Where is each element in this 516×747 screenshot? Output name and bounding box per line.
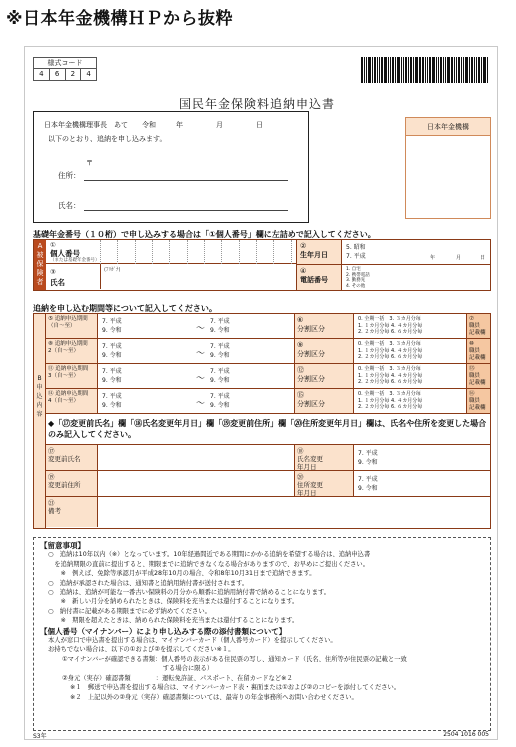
birthdate-label: 生年月日 <box>300 251 328 259</box>
change-left-label: ⑲ 変更前住所 <box>46 471 98 496</box>
field-number: ⑭ <box>48 391 54 397</box>
section-b-application <box>33 313 491 529</box>
personal-number-label: 個人番号 <box>50 249 80 258</box>
period-from-input[interactable] <box>102 392 122 410</box>
barcode-bar <box>471 57 473 83</box>
period-tilde: 〜 <box>196 399 206 409</box>
barcode-bar <box>461 57 462 83</box>
note-line: ※２ 上記以外の②身元（実存）確認書類については、最寄りの年金事務所へお問い合わせください。 <box>70 693 358 701</box>
note-line: ①マイナンバーが確認できる書類：個人番号の表示がある住民票の写し、通知カード（氏名、住所等が住民票の記載と一致 <box>62 655 407 663</box>
personal-number-sub-label: （または基礎年金番号） <box>50 258 100 263</box>
era-option: 7. 平成 <box>102 318 122 325</box>
application-form <box>24 46 498 740</box>
form-code-digit: 2 <box>66 69 82 80</box>
field-number: ⑥ <box>297 316 304 324</box>
phone-input[interactable] <box>342 265 490 290</box>
split-option: 2. ２カ月分毎 6. ６カ月分毎 <box>358 354 423 360</box>
period-label <box>46 364 98 388</box>
staff-entry-label: 職員 記載欄 <box>469 398 486 411</box>
barcode-bar <box>451 57 453 83</box>
barcode-bar <box>432 57 435 83</box>
period-tilde: 〜 <box>196 324 206 334</box>
barcode-bar <box>410 57 412 83</box>
barcode-bar <box>422 57 424 83</box>
split-option: 2. ２カ月分毎 6. ６カ月分毎 <box>358 379 423 385</box>
barcode-bar <box>384 57 387 83</box>
field-number: ⑮ <box>297 391 304 399</box>
period-row <box>46 389 490 414</box>
period-label <box>46 339 98 363</box>
field-number: ① <box>50 241 56 249</box>
field-number: ⑤ <box>48 316 53 322</box>
birthdate-label-cell <box>297 240 341 265</box>
section-a-middle-labels <box>296 240 342 290</box>
split-label-cell <box>294 389 354 413</box>
era-option: 5. 昭和 <box>346 244 366 251</box>
page-title: ※日本年金機構ＨＰから抜粋 <box>6 9 234 29</box>
footer-left-code: S3年 <box>33 733 47 740</box>
era-option: 7. 平成 <box>102 393 122 400</box>
form-code-label: 様式コード <box>34 58 96 69</box>
change-row <box>46 470 490 496</box>
period-label-text: 追納申込期間 3（自〜至） <box>48 366 89 379</box>
barcode-bar <box>458 57 460 83</box>
barcode-bar <box>381 57 383 83</box>
split-option: 2. ２カ月分毎 6. ６カ月分毎 <box>358 329 423 335</box>
barcode-bar <box>443 57 444 83</box>
phone-type-option: 3. 勤務先 <box>346 278 366 283</box>
split-option: 0. 全期一括 3. ３カ月分毎 <box>358 316 421 322</box>
split-option: 1. １カ月分毎 4. ４カ月分毎 <box>358 322 423 329</box>
date-day-label: 日 <box>256 121 263 129</box>
period-from-input[interactable] <box>102 317 122 335</box>
period-row <box>46 314 490 339</box>
era-option: 9. 令和 <box>358 459 378 466</box>
barcode-bar <box>478 57 480 83</box>
barcode-bar <box>483 57 486 83</box>
barcode-bar <box>395 57 396 83</box>
field-number: ⑯ <box>469 391 475 397</box>
change-right-label: ⑱ 氏名変更 年月日 <box>294 445 354 470</box>
split-label: 分割区分 <box>297 350 325 358</box>
era-option: 7. 平成 <box>102 343 122 350</box>
barcode-bar <box>438 57 439 83</box>
barcode-bar <box>456 57 457 83</box>
remarks-label: ㉑ 備考 <box>46 497 98 527</box>
note-line: ○ 追納は、追納が可能な一番古い保険料の月分から順番に追納用納付書で納めることになります。 <box>48 589 331 597</box>
era-option: 9. 令和 <box>102 352 122 359</box>
note-line: ②身元（実存）確認書類 ：運転免許証、パスポート、在留カードなど※２ <box>62 674 293 682</box>
period-tilde: 〜 <box>196 374 206 384</box>
era-option: 7. 平成 <box>358 476 378 483</box>
note-line: する場合に限る） <box>62 665 214 673</box>
form-code-digit: 4 <box>86 70 91 78</box>
split-options[interactable] <box>358 391 422 411</box>
phone-type-option: 2. 携帯電話 <box>346 272 370 278</box>
field-number: ⑦ <box>469 316 474 322</box>
era-option: 7. 平成 <box>346 253 366 260</box>
split-label: 分割区分 <box>297 375 325 383</box>
barcode-bar <box>427 57 428 83</box>
period-label <box>46 389 98 413</box>
split-option: 1. １カ月分毎 4. ４カ月分毎 <box>358 397 423 404</box>
barcode-bar <box>392 57 394 83</box>
name-field[interactable] <box>84 210 288 211</box>
change-notice: ◆「⑰変更前氏名」欄「⑱氏名変更年月日」欄「⑲変更前住所」欄「⑳住所変更年月日」欄は、氏名や住所を変更した場合のみ記入してください。 <box>48 419 487 439</box>
barcode-bar <box>425 57 426 83</box>
barcode-bar <box>413 57 414 83</box>
address-field[interactable] <box>84 180 288 181</box>
era-option: 9. 令和 <box>210 402 230 409</box>
name-label: 氏名： <box>58 201 81 210</box>
era-option: 7. 平成 <box>210 318 230 325</box>
note-line: ○ 追納が承認された場合は、通知書と追納用納付書が送付されます。 <box>48 579 249 587</box>
insured-name-input[interactable] <box>100 264 308 289</box>
insured-name-label: 氏名 <box>50 278 65 287</box>
era-option: 9. 令和 <box>210 327 230 334</box>
remarks-input[interactable] <box>98 497 490 527</box>
recipient-label: 日本年金機構理事長 あて <box>44 121 128 129</box>
day-unit: 日 <box>480 255 486 261</box>
form-code-box <box>33 57 97 81</box>
period-row <box>46 339 490 364</box>
period-to-input[interactable] <box>210 367 230 385</box>
staff-entry-cell <box>466 389 490 413</box>
split-options[interactable] <box>358 341 422 361</box>
form-title: 国民年金保険料追納申込書 <box>179 97 336 111</box>
split-label: 分割区分 <box>297 400 325 408</box>
change-date-input[interactable] <box>358 449 378 467</box>
barcode-bar <box>405 57 407 83</box>
name-row <box>46 264 296 289</box>
zip-mark: 〒 <box>86 159 93 167</box>
staff-entry-cell <box>466 339 490 363</box>
birthdate-input[interactable] <box>342 240 490 265</box>
split-option: 0. 全期一括 3. ３カ月分毎 <box>358 366 421 372</box>
note-line: ※ 新しい月分を納められたときは、保険料を充当または還付することになります。 <box>48 598 299 606</box>
change-left-label: ⑰ 変更前氏名 <box>46 445 98 470</box>
era-option: 9. 令和 <box>102 377 122 384</box>
barcode-bar <box>366 57 367 83</box>
period-label <box>46 314 98 338</box>
split-options[interactable] <box>358 366 422 386</box>
period-label-text: 追納申込期間 （自〜至） <box>48 316 88 329</box>
form-code-digit: 4 <box>34 69 50 80</box>
barcode-bar <box>476 57 477 83</box>
field-number: ③ <box>50 268 56 276</box>
staff-entry-cell <box>466 364 490 388</box>
field-number: ② <box>300 242 307 250</box>
barcode-bar <box>372 57 373 83</box>
note-line: 本人が窓口で申込書を提出する場合は、マイナンバーカード（個人番号カード）を提示してください。 <box>48 637 337 645</box>
date-year-label: 年 <box>176 121 183 129</box>
office-stamp-box <box>405 117 491 219</box>
period-tilde: 〜 <box>196 349 206 359</box>
field-number: ⑬ <box>469 366 475 372</box>
field-number: ⑫ <box>297 366 304 374</box>
note-line: ○ 納付書に記載がある期限までに必ず納めてください。 <box>48 607 211 615</box>
date-era-label: 令和 <box>142 121 156 129</box>
period-row <box>46 364 490 389</box>
field-number: ⑪ <box>48 366 54 372</box>
staff-entry-label: 職員 記載欄 <box>469 373 486 386</box>
month-unit: 月 <box>456 255 462 261</box>
field-number: ⑧ <box>48 341 53 347</box>
change-row <box>46 444 490 470</box>
phone-label-cell <box>297 265 341 290</box>
barcode-bar <box>429 57 431 83</box>
note-line: ○ 追納は10年以内（※）となっています。10年経過間近である期間にかかる追納を希望する場合は、追納申込書 <box>48 551 371 559</box>
applicant-address-box <box>33 111 309 223</box>
barcode-bar <box>415 57 418 83</box>
intro-text: 以下のとおり、追納を申し込みます。 <box>48 135 167 143</box>
barcode-bar <box>436 57 437 83</box>
period-label-text: 追納申込期間 4（自〜至） <box>48 391 89 404</box>
barcode-bar <box>361 57 363 83</box>
era-option: 7. 平成 <box>358 450 378 457</box>
split-option: 1. １カ月分毎 4. ４カ月分毎 <box>358 347 423 354</box>
period-from-input[interactable] <box>102 367 122 385</box>
note-line: ※ 例えば、免除等承認月が平成28年10月の場合、令和8年10月31日まで追納できます。 <box>48 570 316 578</box>
barcode-bar <box>481 57 482 83</box>
staff-entry-label: 職員 記載欄 <box>469 323 486 336</box>
split-label: 分割区分 <box>297 325 325 333</box>
era-option: 7. 平成 <box>210 368 230 375</box>
period-to-input[interactable] <box>210 317 230 335</box>
split-label-cell <box>294 339 354 363</box>
era-option: 7. 平成 <box>210 393 230 400</box>
note-line: ※ 期限を超えたときは、納められた保険料を充当または還付することになります。 <box>48 617 299 625</box>
form-code-digit: 6 <box>50 69 66 80</box>
split-options[interactable] <box>358 316 422 336</box>
barcode-bar <box>440 57 442 83</box>
split-option: 0. 全期一括 3. ３カ月分毎 <box>358 391 421 397</box>
barcode-bar <box>420 57 421 83</box>
instruction-period: 追納を申し込む期間等について記入してください。 <box>33 304 217 313</box>
barcode-bar <box>463 57 464 83</box>
note-line: お持ちでない場合は、以下の①および②を提示してください※１。 <box>48 646 235 654</box>
barcode-bar <box>474 57 475 83</box>
barcode-bar <box>465 57 468 83</box>
personal-number-input[interactable] <box>100 240 308 264</box>
barcode-image <box>361 57 489 83</box>
field-number: ⑨ <box>297 341 304 349</box>
barcode-bar <box>388 57 389 83</box>
furigana-label: (ﾌﾘｶﾞﾅ) <box>104 267 121 273</box>
field-number: ⑩ <box>469 341 474 347</box>
barcode-bar <box>454 57 455 83</box>
change-right-label: ⑳ 住所変更 年月日 <box>294 471 354 496</box>
split-label-cell <box>294 314 354 338</box>
barcode-bar <box>487 57 488 83</box>
change-left-input[interactable] <box>98 471 294 496</box>
barcode-bar <box>445 57 446 83</box>
era-option: 9. 令和 <box>102 402 122 409</box>
note-line: を追納期限の直前に提出すると、期限までに追納できなくなる場合がありますので、お早めにご提出ください。 <box>48 560 370 568</box>
barcode-bar <box>368 57 371 83</box>
barcode-bar <box>374 57 376 83</box>
barcode-bar <box>377 57 378 83</box>
split-option: 1. １カ月分毎 4. ４カ月分毎 <box>358 372 423 379</box>
note-line: ※１ 郵送で申込書を提出する場合は、マイナンバーカード表・裏面または①および②のコピーを添付してください。 <box>70 684 401 692</box>
remarks-row <box>46 496 490 527</box>
phone-type-option: 4. その他 <box>346 283 366 289</box>
form-code-digits <box>34 69 96 80</box>
staff-entry-cell <box>466 314 490 338</box>
era-option: 7. 平成 <box>210 343 230 350</box>
barcode-bar <box>390 57 391 83</box>
section-a-insured <box>33 239 491 291</box>
period-to-input[interactable] <box>210 342 230 360</box>
barcode-bar <box>364 57 365 83</box>
era-option: 7. 平成 <box>102 368 122 375</box>
date-month-label: 月 <box>216 121 223 129</box>
era-option: 9. 令和 <box>102 327 122 334</box>
office-box-title: 日本年金機構 <box>406 118 490 136</box>
section-a-side-label: A 被保険者 <box>34 240 46 290</box>
barcode-bar <box>469 57 470 83</box>
period-label-text: 追納申込期間 2（自〜至） <box>48 341 88 354</box>
era-option: 9. 令和 <box>210 377 230 384</box>
period-from-input[interactable] <box>102 342 122 360</box>
barcode-bar <box>379 57 380 83</box>
address-label: 住所： <box>58 171 81 180</box>
barcode-bar <box>397 57 400 83</box>
staff-entry-label: 職員 記載欄 <box>469 348 486 361</box>
barcode-bar <box>408 57 409 83</box>
change-date-input[interactable] <box>358 475 378 493</box>
notes-section <box>33 537 491 731</box>
notes-heading: 【留意事項】 <box>40 541 85 550</box>
period-to-input[interactable] <box>210 392 230 410</box>
personal-number-row <box>46 240 296 264</box>
era-option: 9. 令和 <box>210 352 230 359</box>
phone-type-option: 1. 自宅 <box>346 267 361 272</box>
split-option: 0. 全期一括 3. ３カ月分毎 <box>358 341 421 347</box>
year-unit: 年 <box>430 255 436 261</box>
footer-right-code: 2504 1016 005 <box>443 731 489 738</box>
era-option: 9. 令和 <box>358 485 378 492</box>
notes-heading-mynumber: 【個人番号（マイナンバー）により申し込みする際の添付書類について】 <box>40 626 287 636</box>
barcode-bar <box>447 57 450 83</box>
phone-label: 電話番号 <box>300 276 328 284</box>
section-b-side-label: B 申込内容 <box>34 314 46 528</box>
barcode-bar <box>419 57 420 83</box>
instruction-basic-number: 基礎年金番号（１０桁）で申し込みする場合は「①個人番号」欄に左詰めで記入してください。 <box>33 230 376 239</box>
split-label-cell <box>294 364 354 388</box>
field-number: ④ <box>300 267 307 275</box>
section-a-right-inputs <box>342 240 490 290</box>
split-option: 2. ２カ月分毎 6. ６カ月分毎 <box>358 404 423 410</box>
barcode-bar <box>403 57 404 83</box>
barcode-bar <box>401 57 402 83</box>
change-left-input[interactable] <box>98 445 294 470</box>
